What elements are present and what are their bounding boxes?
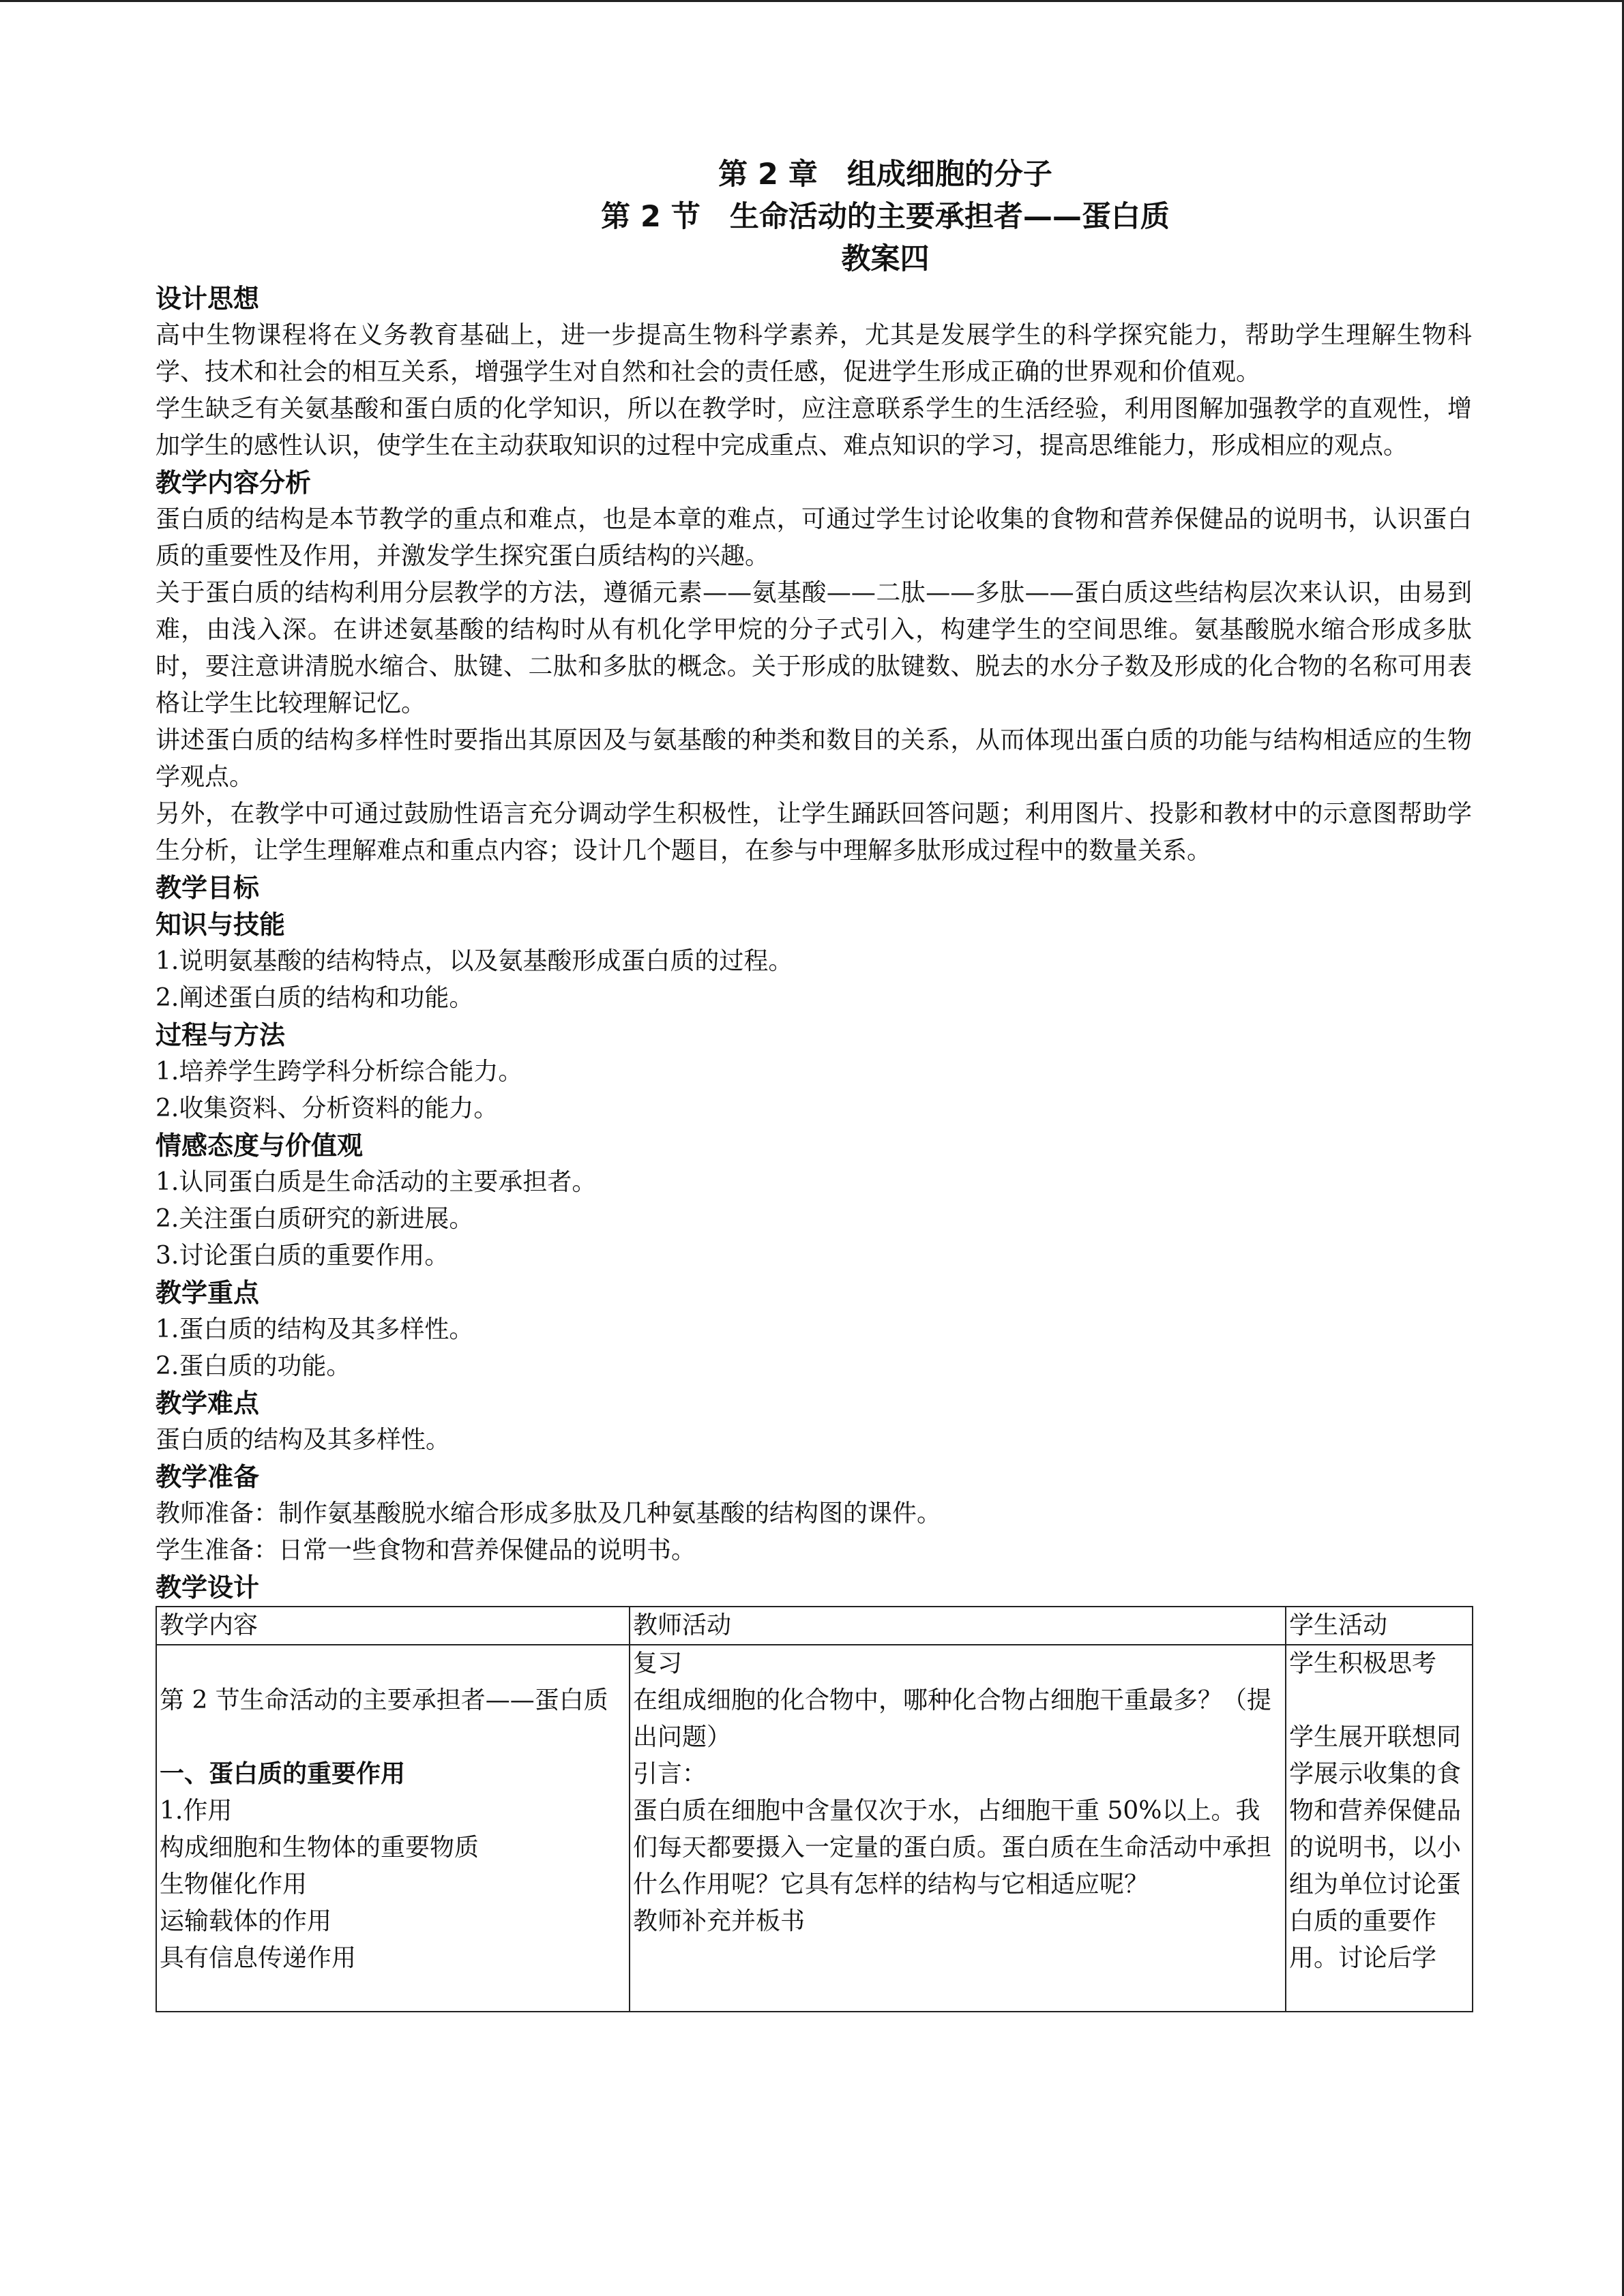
process-item: 2.收集资料、分析资料的能力。 [156, 1094, 499, 1122]
teaching-design-heading: 教学设计 [156, 1572, 260, 1602]
preparation-item: 教师准备：制作氨基酸脱水缩合形成多肽及几种氨基酸的结构图的课件。 [156, 1500, 942, 1527]
content-analysis-paragraph: 蛋白质的结构是本节教学的重点和难点，也是本章的难点，可通过学生讨论收集的食物和营养保健品的说明书，认识蛋白质的重要性及作用，并激发学生探究蛋白质结构的兴趣。 [156, 505, 1472, 570]
spacer [160, 1719, 626, 1756]
design-idea-paragraph: 学生缺乏有关氨基酸和蛋白质的化学知识，所以在教学时，应注意联系学生的生活经验，利用图解加强教学的直观性，增加学生的感性认识，使学生在主动获取知识的过程中完成重点、难点知识的学习，提高思维能力，形成相应的观点。 [156, 395, 1472, 460]
content-item: 生物催化作用 [160, 1870, 308, 1898]
content-item: 1.作用 [160, 1797, 233, 1825]
section-title: 第 2 节 生命活动的主要承担者——蛋白质 [601, 200, 1170, 234]
teacher-line: 引言： [633, 1760, 707, 1788]
teacher-line: 在组成细胞的化合物中，哪种化合物占细胞干重最多？（提出问题） [633, 1686, 1272, 1751]
document-page [156, 153, 1472, 2012]
knowledge-heading: 知识与技能 [156, 910, 286, 940]
content-item: 具有信息传递作用 [160, 1944, 357, 1972]
student-cell [1286, 1645, 1473, 2012]
table-header-row [156, 1607, 1473, 1645]
knowledge-item: 2.阐述蛋白质的结构和功能。 [156, 984, 474, 1012]
content-analysis-paragraph: 讲述蛋白质的结构多样性时要指出其原因及与氨基酸的种类和数目的关系，从而体现出蛋白质的功能与结构相适应的生物学观点。 [156, 726, 1472, 791]
key-point-item: 1.蛋白质的结构及其多样性。 [156, 1315, 474, 1343]
content-analysis-heading: 教学内容分析 [156, 468, 312, 498]
chapter-title: 第 2 章 组成细胞的分子 [718, 158, 1052, 192]
key-points-heading: 教学重点 [156, 1278, 260, 1308]
teaching-design-table [156, 1606, 1473, 2012]
emotion-item: 3.讨论蛋白质的重要作用。 [156, 1242, 449, 1270]
student-line: 学生积极思考 [1289, 1650, 1437, 1678]
goals-heading: 教学目标 [156, 873, 260, 903]
process-item: 1.培养学生跨学科分析综合能力。 [156, 1058, 523, 1086]
emotion-heading: 情感态度与价值观 [156, 1131, 364, 1161]
table-row [156, 1645, 1473, 2012]
content-analysis-paragraph: 另外，在教学中可通过鼓励性语言充分调动学生积极性，让学生踊跃回答问题；利用图片、投影和教材中的示意图帮助学生分析，让学生理解难点和重点内容；设计几个题目，在参与中理解多肽形成过程中的数量关系。 [156, 800, 1472, 865]
difficulty-item: 蛋白质的结构及其多样性。 [156, 1426, 451, 1454]
design-idea-paragraph: 高中生物课程将在义务教育基础上，进一步提高生物科学素养，尤其是发展学生的科学探究能力，帮助学生理解生物科学、技术和社会的相互关系，增强学生对自然和社会的责任感，促进学生形成正确的世界观和价值观。 [156, 321, 1472, 386]
preparation-heading: 教学准备 [156, 1462, 260, 1492]
title-block [156, 153, 1472, 280]
preparation-item: 学生准备：日常一些食物和营养保健品的说明书。 [156, 1536, 696, 1564]
key-point-item: 2.蛋白质的功能。 [156, 1352, 351, 1380]
content-cell [156, 1645, 630, 2012]
content-item: 构成细胞和生物体的重要物质 [160, 1834, 479, 1862]
difficulties-heading: 教学难点 [156, 1388, 260, 1418]
student-line: 学生展开联想同学展示收集的食物和营养保健品的说明书，以小组为单位讨论蛋白质的重要作用。讨论后学 [1289, 1723, 1462, 1972]
spacer [160, 1645, 626, 1682]
spacer [1289, 1682, 1469, 1719]
design-idea-heading: 设计思想 [156, 284, 260, 314]
column-header-teacher: 教师活动 [630, 1607, 1286, 1645]
content-analysis-paragraph: 关于蛋白质的结构利用分层教学的方法，遵循元素——氨基酸——二肽——多肽——蛋白质这些结构层次来认识，由易到难，由浅入深。在讲述氨基酸的结构时从有机化学甲烷的分子式引入，构建学生的空间思维。氨基酸脱水缩合形成多肽时，要注意讲清脱水缩合、肽键、二肽和多肽的概念。关于形成的肽键数、脱去的水分子数及形成的化合物的名称可用表格让学生比较理解记忆。 [156, 579, 1472, 717]
content-subheading: 一、蛋白质的重要作用 [160, 1760, 406, 1788]
column-header-student: 学生活动 [1286, 1607, 1473, 1645]
emotion-item: 2.关注蛋白质研究的新进展。 [156, 1205, 474, 1233]
plan-title: 教案四 [841, 242, 930, 276]
column-header-content: 教学内容 [156, 1607, 630, 1645]
teacher-line: 教师补充并板书 [633, 1907, 806, 1935]
teacher-cell [630, 1645, 1286, 2012]
content-title: 第 2 节生命活动的主要承担者——蛋白质 [160, 1686, 608, 1714]
process-heading: 过程与方法 [156, 1020, 286, 1050]
knowledge-item: 1.说明氨基酸的结构特点，以及氨基酸形成蛋白质的过程。 [156, 947, 793, 975]
emotion-item: 1.认同蛋白质是生命活动的主要承担者。 [156, 1168, 597, 1196]
content-item: 运输载体的作用 [160, 1907, 332, 1935]
teacher-line: 复习 [633, 1650, 683, 1678]
teacher-line: 蛋白质在细胞中含量仅次于水，占细胞干重 50%以上。我们每天都要摄入一定量的蛋白质。蛋白质在生命活动中承担什么作用呢？它具有怎样的结构与它相适应呢？ [633, 1797, 1272, 1898]
